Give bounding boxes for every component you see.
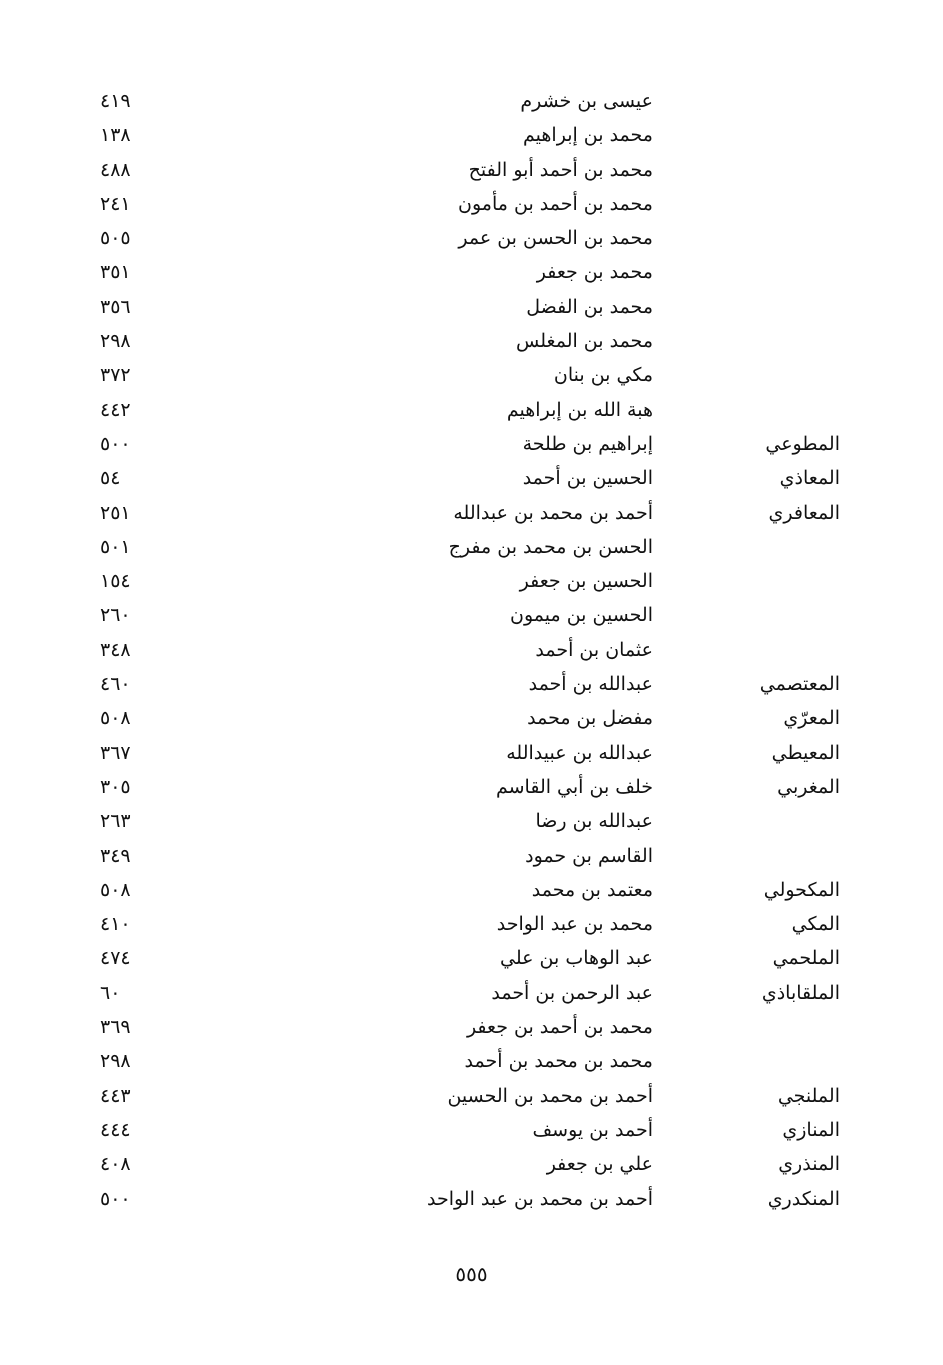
index-entry [0,534,943,568]
index-entry [0,500,943,534]
index-entry [0,157,943,191]
entry-page-number: ٥٤ [100,467,121,490]
entry-page-number: ٥٠٥ [100,227,131,250]
index-entry [0,1083,943,1117]
entry-name: محمد بن الحسن بن عمر [458,227,653,250]
index-entry [0,259,943,293]
entry-page-number: ٣٦٧ [100,741,131,764]
entry-nisba: المنازي [782,1118,840,1141]
entry-page-number: ٣٤٨ [100,638,131,661]
entry-name: محمد بن أحمد بن مأمون [458,192,653,215]
entry-nisba: المعرّي [783,707,840,730]
entry-nisba: المنذري [778,1153,840,1176]
entry-name: عثمان بن أحمد [535,638,653,661]
entry-name: عبد الرحمن بن أحمد [491,981,653,1004]
index-entry [0,191,943,225]
entry-page-number: ٤١٠ [100,913,131,936]
index-entry [0,431,943,465]
page-number: ٥٥٥ [455,1262,488,1286]
entry-name: محمد بن المغلس [516,330,653,353]
entry-page-number: ٢٩٨ [100,330,131,353]
index-entry [0,877,943,911]
entry-page-number: ٢٥١ [100,501,131,524]
index-list [0,88,943,1220]
entry-name: أحمد بن محمد بن الحسين [447,1084,653,1107]
entry-page-number: ٣٠٥ [100,775,131,798]
entry-name: عبدالله بن عبيدالله [506,741,653,764]
entry-page-number: ١٥٤ [100,570,131,593]
entry-page-number: ٥٠٨ [100,878,131,901]
entry-page-number: ٤٦٠ [100,673,131,696]
entry-name: الحسن بن محمد بن مفرج [448,535,653,558]
entry-page-number: ٤٠٨ [100,1153,131,1176]
entry-page-number: ٤٧٤ [100,947,131,970]
entry-page-number: ٢٤١ [100,192,131,215]
entry-nisba: المكحولي [763,878,840,901]
index-entry [0,465,943,499]
index-entry [0,945,943,979]
index-entry [0,774,943,808]
entry-nisba: الملحمي [772,947,840,970]
entry-nisba: المعيطي [771,741,840,764]
index-entry [0,1014,943,1048]
entry-name: عبد الوهاب بن علي [500,947,653,970]
entry-nisba: الملنجي [777,1084,840,1107]
entry-page-number: ٤٨٨ [100,158,131,181]
entry-page-number: ٥٠٨ [100,707,131,730]
index-entry [0,122,943,156]
entry-name: مفضل بن محمد [527,707,653,730]
entry-name: الحسين بن ميمون [510,604,653,627]
entry-page-number: ٥٠٠ [100,1187,131,1210]
index-entry [0,1186,943,1220]
entry-name: محمد بن أحمد بن جعفر [466,1016,653,1039]
index-entry [0,671,943,705]
entry-name: عيسى بن خشرم [520,90,653,112]
entry-nisba: المعافري [768,501,840,524]
entry-page-number: ٤٤٤ [100,1118,131,1141]
entry-name: القاسم بن حمود [525,844,653,867]
index-entry [0,397,943,431]
entry-name: معتمد بن محمد [531,878,653,901]
entry-name: محمد بن عبد الواحد [496,913,653,936]
entry-name: مكي بن بنان [553,364,653,387]
entry-name: محمد بن محمد بن أحمد [464,1050,653,1073]
entry-name: أحمد بن محمد بن عبدالله [453,501,653,524]
entry-page-number: ١٣٨ [100,124,131,147]
entry-name: عبدالله بن أحمد [528,673,653,696]
entry-page-number: ٤٤٢ [100,398,131,421]
entry-nisba: المنكدري [767,1187,840,1210]
entry-name: الحسين بن أحمد [522,467,653,490]
entry-nisba: المكي [791,913,840,936]
index-entry [0,1151,943,1185]
index-entry [0,225,943,259]
entry-name: أحمد بن محمد بن عبد الواحد [426,1187,653,1210]
entry-name: الحسين بن جعفر [519,570,653,593]
index-entry [0,911,943,945]
index-entry [0,294,943,328]
index-entry [0,328,943,362]
entry-name: أحمد بن يوسف [532,1118,653,1141]
entry-page-number: ٥٠١ [100,535,131,558]
index-entry [0,843,943,877]
entry-page-number: ٣٧٢ [100,364,131,387]
index-entry [0,568,943,602]
index-entry [0,602,943,636]
entry-page-number: ٤٤٣ [100,1084,131,1107]
entry-name: محمد بن الفضل [526,295,653,318]
entry-nisba: المطوعي [765,432,840,455]
entry-page-number: ٦٠ [100,981,121,1004]
index-entry [0,88,943,122]
entry-nisba: المعاذي [779,467,840,490]
entry-page-number: ٤١٩ [100,90,131,112]
entry-nisba: المغربي [777,775,840,798]
entry-page-number: ٣٤٩ [100,844,131,867]
index-entry [0,637,943,671]
index-entry [0,705,943,739]
entry-name: خلف بن أبي القاسم [495,775,653,798]
entry-name: محمد بن إبراهيم [523,124,653,147]
entry-name: علي بن جعفر [546,1153,653,1176]
entry-name: هبة الله بن إبراهيم [506,398,653,421]
index-entry [0,740,943,774]
entry-page-number: ٣٥٦ [100,295,131,318]
entry-name: محمد بن أحمد أبو الفتح [468,158,653,181]
entry-page-number: ٣٦٩ [100,1016,131,1039]
entry-name: إبراهيم بن طلحة [522,432,653,455]
entry-page-number: ٥٠٠ [100,432,131,455]
entry-nisba: الملقاباذي [761,981,840,1004]
entry-page-number: ٣٥١ [100,261,131,284]
index-entry [0,808,943,842]
entry-page-number: ٢٦٣ [100,810,131,833]
entry-name: عبدالله بن رضا [535,810,653,833]
entry-page-number: ٢٩٨ [100,1050,131,1073]
index-entry [0,1048,943,1082]
index-entry [0,362,943,396]
index-entry [0,980,943,1014]
entry-nisba: المعتصمي [759,673,840,696]
entry-page-number: ٢٦٠ [100,604,131,627]
entry-name: محمد بن جعفر [536,261,653,284]
index-entry [0,1117,943,1151]
